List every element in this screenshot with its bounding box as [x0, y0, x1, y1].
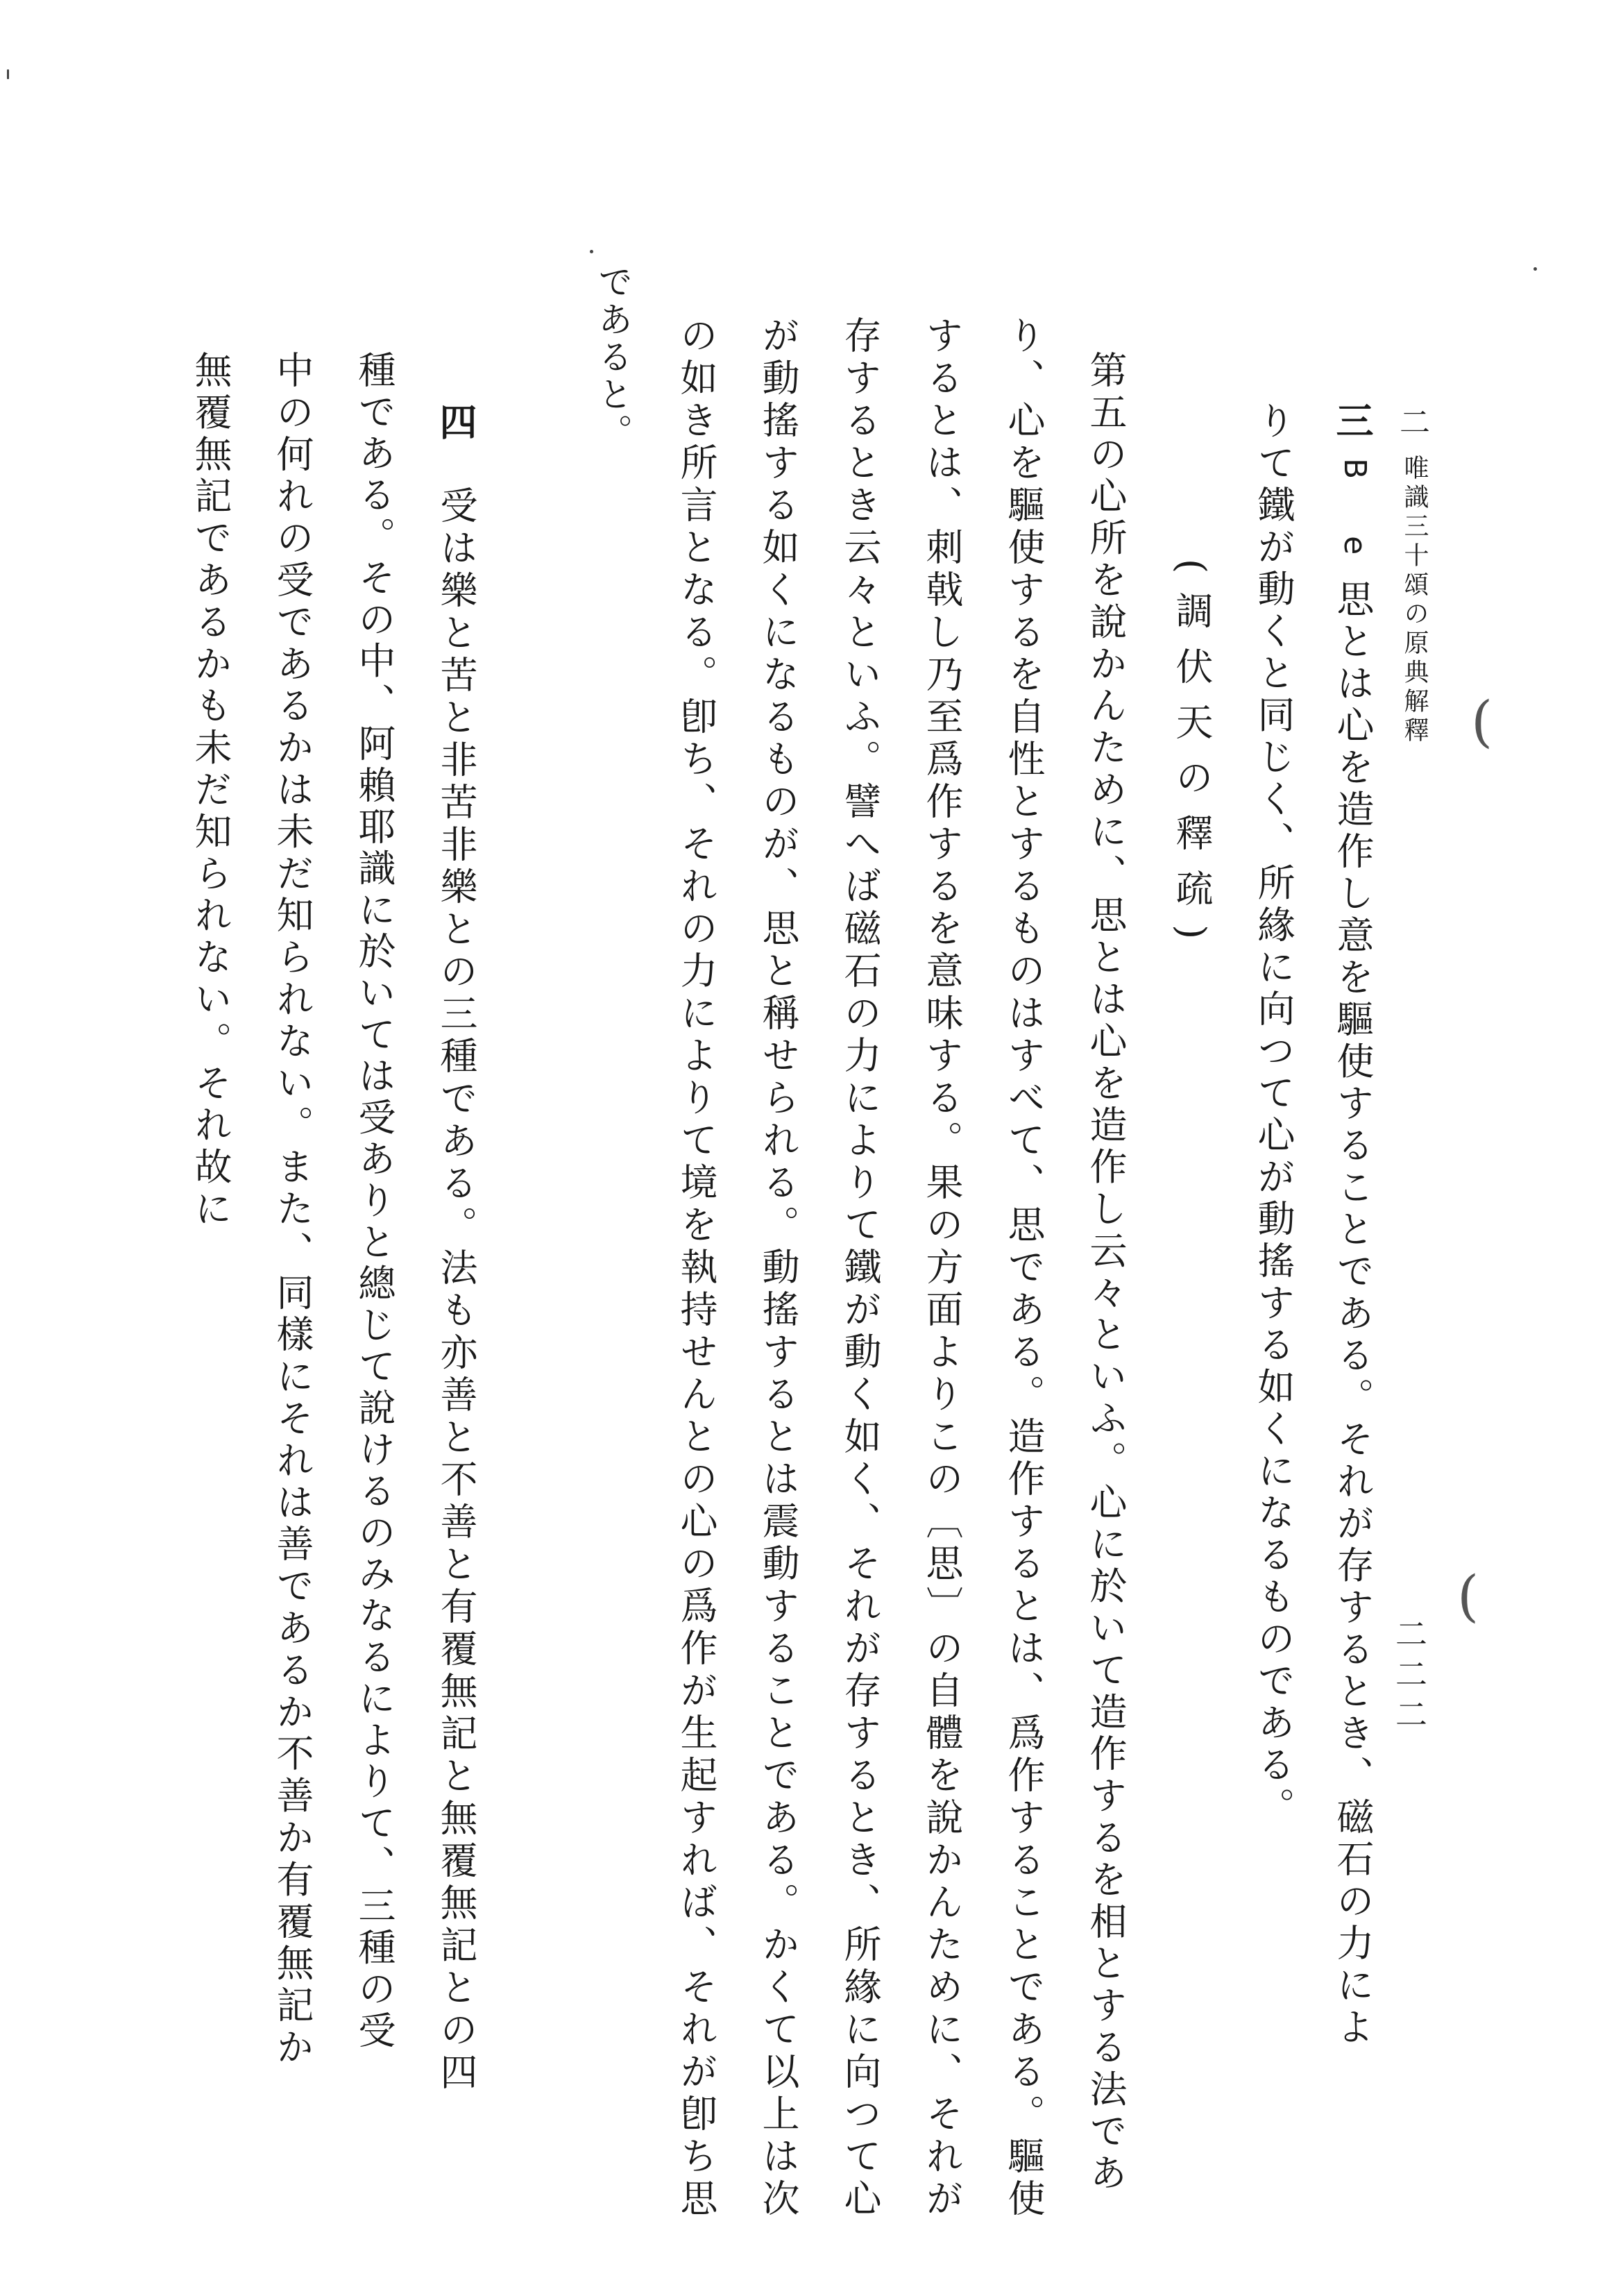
- chapter-number: 二: [1394, 406, 1429, 441]
- commentary-line: であると。: [593, 264, 633, 451]
- commentary-line: が動搖する如くになるものが、思と稱せられる。動搖するとは震動することである。かくて以上は次: [756, 316, 800, 2221]
- commentary-line: 存するとき云々といふ。譬へば磁石の力によりて鐵が動く如く、それが存するとき、所緣に向つて心: [838, 316, 882, 2221]
- scan-speck: [1533, 267, 1537, 271]
- commentary-line: り、心を驅使するを自性とするものはすべて、思である。造作するとは、爲作することである。驅使: [1002, 316, 1046, 2221]
- commentary-line: するとは、刺戟し乃至爲作するを意味する。果の方面よりこの〔思〕の自體を說かんために、それが: [920, 316, 964, 2221]
- section-3-line-2: りて鐵が動くと同じく、所緣に向つて心が動搖する如くになるものである。: [1252, 401, 1295, 1829]
- commentary-heading: (調伏天の釋疏): [1170, 559, 1214, 958]
- scan-mark: (: [1471, 689, 1493, 754]
- section-4-line: 種である。その中、阿賴耶識に於いては受ありと總じて說けるのみなるによりて、三種の受: [352, 351, 396, 2052]
- section-3-label: 三: [1330, 401, 1375, 445]
- commentary-line: の如き所言となる。卽ち、それの力によりて境を執持せんとの心の爲作が生起すれば、それが卽ち思: [674, 316, 718, 2221]
- section-4-line: 受は樂と苦と非苦非樂との三種である。法も亦善と不善と有覆無記と無覆無記との四: [434, 486, 478, 2095]
- running-title: 唯識三十頌の原典解釋: [1400, 455, 1429, 746]
- scan-speck: [590, 250, 593, 253]
- section-4-line: 中の何れの受であるかは未だ知られない。また、同樣にそれは善であるか不善か有覆無記か: [271, 351, 314, 2070]
- section-4-line: 無覆無記であるかも未だ知られない。それ故に: [189, 351, 232, 1231]
- section-3-line-1: 思とは心を造作し意を驅使することである。それが存するとき、磁石の力によ: [1331, 580, 1375, 2050]
- section-3-ref: B e: [1337, 458, 1373, 579]
- scan-speck: [7, 69, 9, 79]
- commentary-line: 第五の心所を說かんために、思とは心を造作し云々といふ。心に於いて造作するを相とする法であ: [1084, 351, 1128, 2195]
- scan-mark: (: [1457, 1564, 1479, 1628]
- section-4-label: 四: [434, 403, 478, 446]
- page-number: 二二二: [1391, 1617, 1428, 1738]
